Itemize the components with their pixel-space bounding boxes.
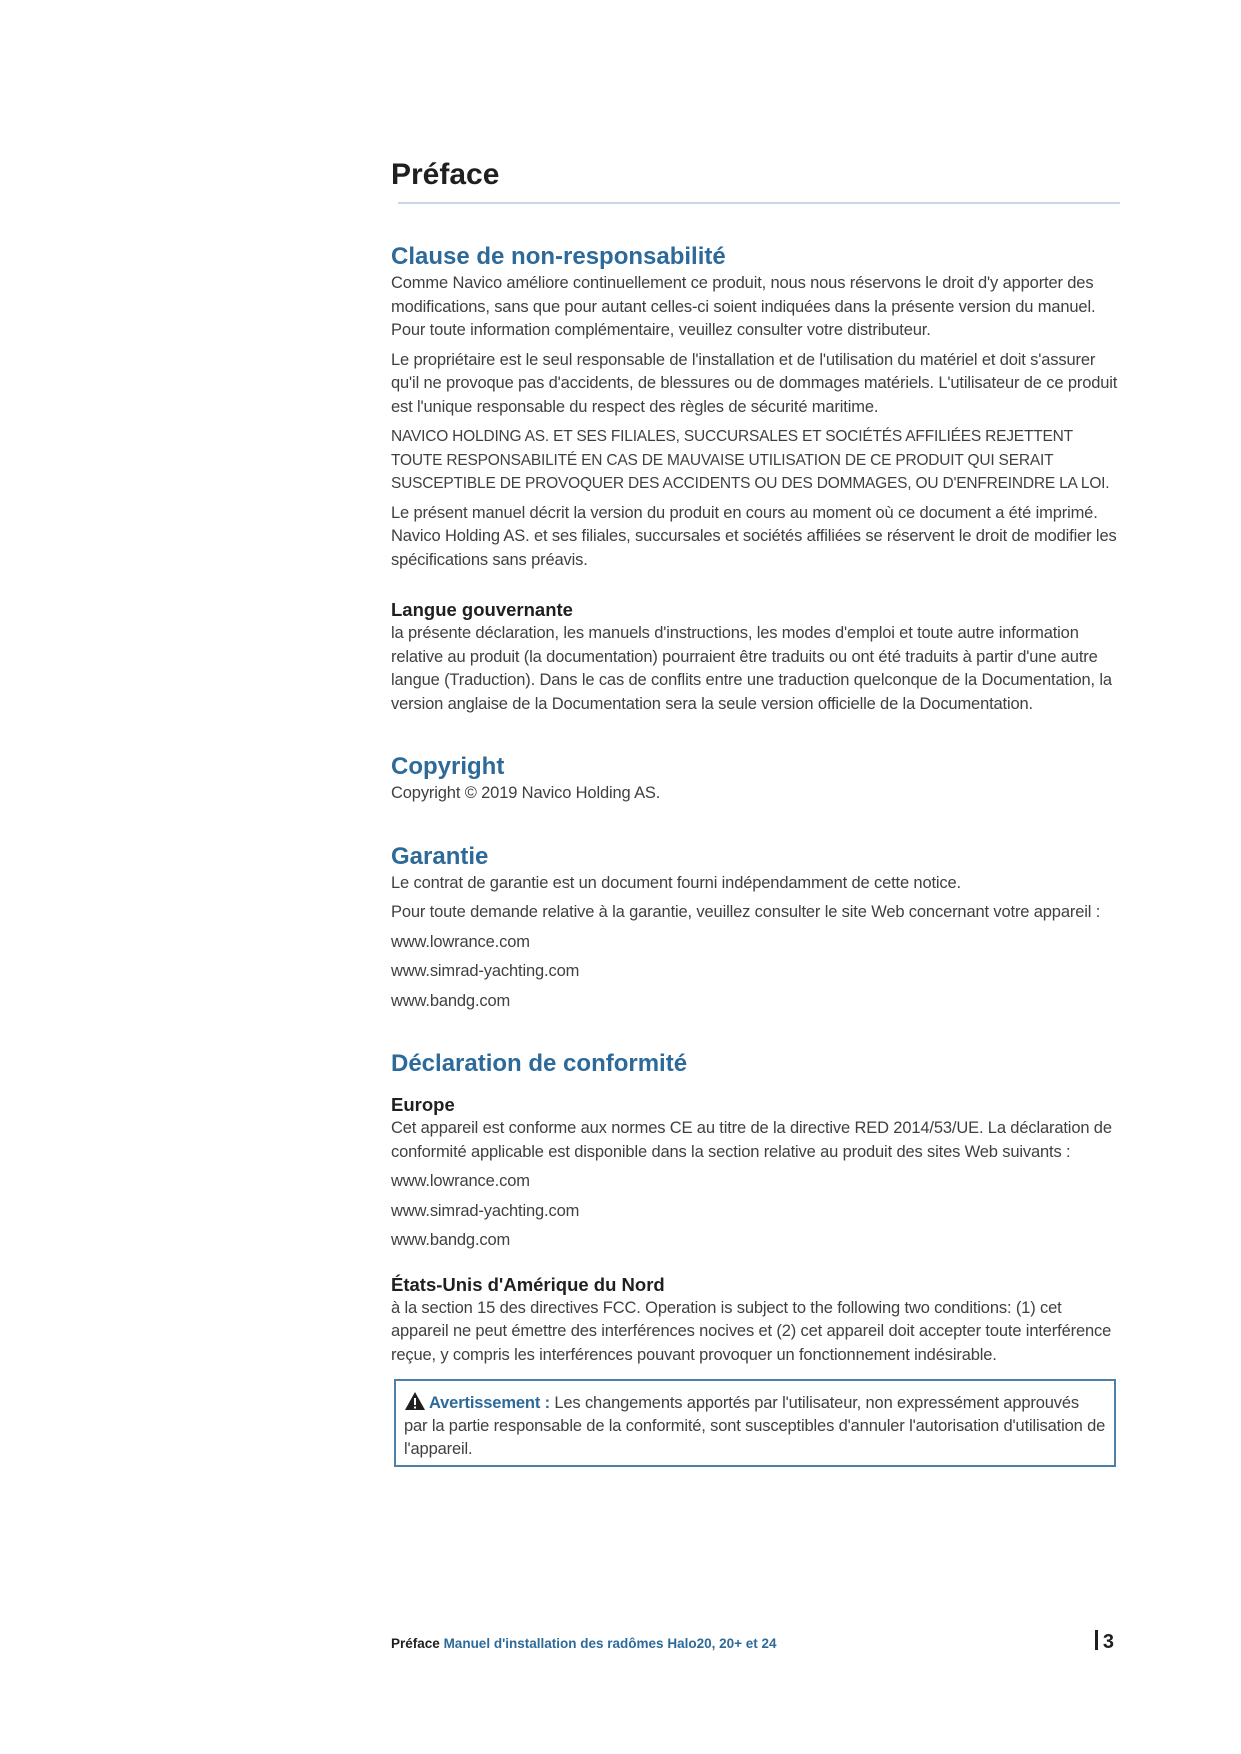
copyright-heading: Copyright [391, 753, 505, 780]
disclaimer-paragraph: Le propriétaire est le seul responsable de l'installation et de l'utilisation du matériel et doit s'assurer qu'il ne provoque pas d'accidents, de blessures ou de dommages matériels. L'utilisateur de ce produit est l'unique responsable du respect des règles de sécurité maritime. [391, 350, 1118, 416]
warranty-link-lowrance[interactable]: www.lowrance.com [391, 932, 530, 951]
warning-text: Les changements apportés par l'utilisateur, non expressément approuvés par la partie responsable de la conformité, sont susceptibles d'annuler l'autorisation d'utilisation de l'appareil. [404, 1394, 1106, 1458]
europe-text: Cet appareil est conforme aux normes CE au titre de la directive RED 2014/53/UE. La déclaration de conformité applicable est disponible dans la section relative au produit des sites Web suivants : [391, 1119, 1112, 1161]
disclaimer-paragraph: Le présent manuel décrit la version du produit en cours au moment où ce document a été imprimé. Navico Holding AS. et ses filiales, succursales et sociétés affiliées se réservent le droit de modifier les spécifications sans préavis. [391, 503, 1117, 569]
warranty-link-bandg[interactable]: www.bandg.com [391, 991, 511, 1010]
europe-link-lowrance[interactable]: www.lowrance.com [391, 1172, 530, 1190]
europe-link-simrad[interactable]: www.simrad-yachting.com [391, 1201, 580, 1220]
conformity-heading: Déclaration de conformité [391, 1050, 688, 1077]
footer-section: Préface [391, 1636, 440, 1651]
page-number [1095, 1630, 1114, 1654]
warranty-paragraph: Le contrat de garantie est un document fourni indépendamment de cette notice. [391, 873, 961, 892]
warning-text-block [404, 1391, 1106, 1461]
governing-language-heading: Langue gouvernante [391, 599, 573, 620]
warning-box [394, 1379, 1116, 1467]
copyright-text: Copyright © 2019 Navico Holding AS. [391, 784, 661, 802]
europe-link-bandg[interactable]: www.bandg.com [391, 1231, 511, 1249]
page-number-value: 3 [1102, 1631, 1114, 1653]
warranty-link-simrad[interactable]: www.simrad-yachting.com [391, 962, 580, 980]
page-number-bar [1095, 1630, 1098, 1650]
warranty-paragraph: Pour toute demande relative à la garantie, veuillez consulter le site Web concernant votre appareil : [391, 903, 1101, 921]
warning-label: Avertissement : [429, 1394, 550, 1412]
europe-heading: Europe [391, 1094, 455, 1115]
disclaimer-paragraph: NAVICO HOLDING AS. ET SES FILIALES, SUCCURSALES ET SOCIÉTÉS AFFILIÉES REJETTENT TOUTE RESPONSABILITÉ EN CAS DE MAUVAISE UTILISATION DE CE PRODUIT QUI SERAIT SUSCEPTIBLE DE PROVOQUER DES ACCIDENTS OU DES DOMMAGES, OU D'ENFREINDRE LA LOI. [391, 428, 1110, 492]
footer-running-title [391, 1636, 777, 1651]
page-content [391, 150, 1121, 1467]
warning-triangle-icon [404, 1391, 426, 1411]
usa-text: à la section 15 des directives FCC. Operation is subject to the following two conditions: (1) cet appareil ne peut émettre des interférences nocives et (2) cet appareil doit accepter toute interférence reçue, y compris les interférences pouvant provoquer un fonctionnement indésirable. [391, 1298, 1112, 1364]
disclaimer-paragraph: Comme Navico améliore continuellement ce produit, nous nous réservons le droit d'y apporter des modifications, sans que pour autant celles-ci soient indiquées dans la présente version du manuel. Pour toute information complémentaire, veuillez consulter votre distributeur. [391, 274, 1096, 339]
governing-language-text: la présente déclaration, les manuels d'instructions, les modes d'emploi et toute autre information relative au produit (la documentation) pourraient être traduits ou ont été traduits à partir d'une autre langue (Traduction). Dans le cas de conflits entre une traduction quelconque de la Documentation, la version anglaise de la Documentation sera la seule version officielle de la Documentation. [391, 624, 1112, 713]
page-title: Préface [391, 158, 500, 191]
title-divider [398, 202, 1120, 204]
footer-document-title: Manuel d'installation des radômes Halo20, 20+ et 24 [443, 1636, 777, 1651]
disclaimer-heading: Clause de non-responsabilité [391, 243, 726, 270]
usa-heading: États-Unis d'Amérique du Nord [391, 1273, 665, 1295]
warranty-heading: Garantie [391, 842, 489, 870]
page-footer [391, 1630, 1121, 1660]
